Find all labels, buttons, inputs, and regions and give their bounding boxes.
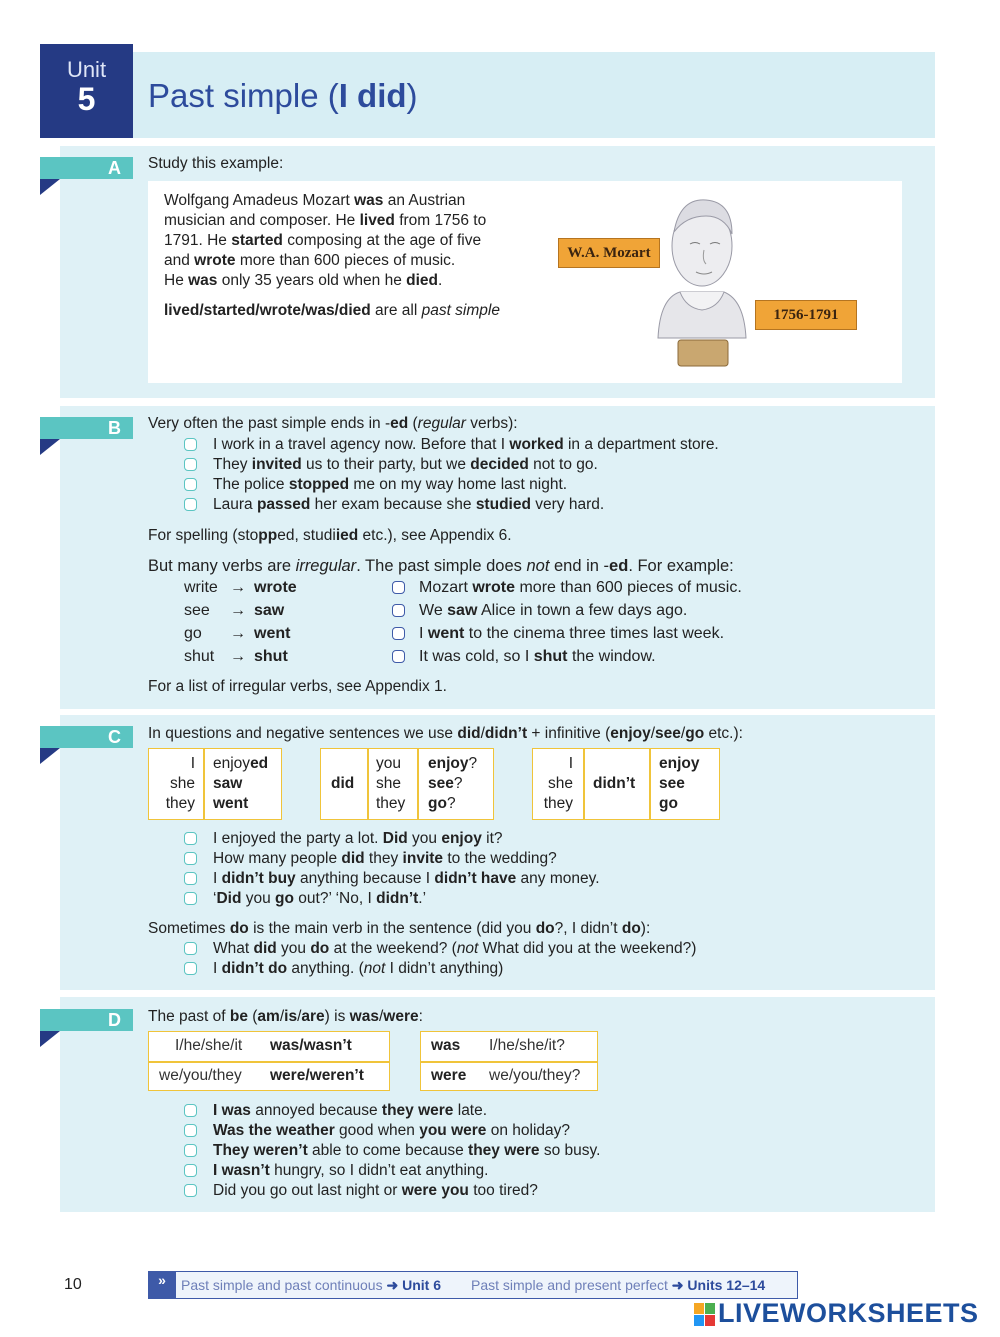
mozart-line: and wrote more than 600 pieces of music. [164, 252, 456, 269]
regular-examples [184, 435, 719, 515]
table-cell: you [376, 755, 401, 772]
table-cell: was/wasn’t [270, 1037, 352, 1054]
irregular-row: go → went I went to the cinema three times last week. [184, 625, 725, 642]
unit-number: 5 [77, 81, 96, 117]
tab-fold [40, 439, 60, 455]
bullet-icon [392, 627, 405, 640]
do-examples [184, 939, 696, 979]
bullet-icon [184, 1104, 197, 1117]
table-cell: they [376, 795, 406, 812]
section-c-intro: In questions and negative sentences we use did/didn’t + infinitive (enjoy/see/go etc.): [148, 725, 743, 742]
page-number: 10 [64, 1276, 82, 1293]
past-simple-summary: lived/started/wrote/was/died are all past simple [164, 302, 500, 319]
table-cell: did [331, 775, 355, 792]
cross-reference-link-unit-6[interactable]: Past simple and past continuous ➜ Unit 6 [181, 1277, 441, 1293]
section-b-tab: B [40, 417, 133, 439]
liveworksheets-logo-icon [694, 1303, 716, 1327]
table-cell: she [548, 775, 573, 792]
list-item: Laura passed her exam because she studied very hard. [184, 495, 719, 515]
unit-badge [40, 44, 133, 138]
list-item: I work in a travel agency now. Before that I worked in a department store. [184, 435, 719, 455]
double-chevron-icon: » [148, 1271, 176, 1299]
list-item: ‘Did you go out?’ ‘No, I didn’t.’ [184, 889, 600, 909]
mozart-bust-illustration [640, 188, 760, 374]
list-item: Did you go out last night or were you too tired? [184, 1181, 600, 1201]
tab-fold [40, 748, 60, 764]
list-item: I didn’t do anything. (not I didn’t anything) [184, 959, 696, 979]
list-item: How many people did they invite to the wedding? [184, 849, 600, 869]
bullet-icon [184, 852, 197, 865]
table-cell: enjoy [659, 755, 700, 772]
table-cell: enjoyed [213, 755, 269, 772]
section-d-tab: D [40, 1009, 133, 1031]
unit-label: Unit [66, 57, 107, 82]
mozart-dates-label: 1756-1791 [755, 300, 857, 330]
irregular-intro: But many verbs are irregular. The past simple does not end in -ed. For example: [148, 557, 734, 575]
mozart-text [164, 191, 500, 321]
list-item: They invited us to their party, but we decided not to go. [184, 455, 719, 475]
irregular-row: write → wrote Mozart wrote more than 600 pieces of music. [184, 579, 742, 596]
liveworksheets-brand: LIVEWORKSHEETS [718, 1298, 979, 1328]
list-item: I was annoyed because they were late. [184, 1101, 600, 1121]
table-cell: they [165, 795, 195, 812]
table-cell: didn’t [593, 775, 636, 792]
table-cell: enjoy? [428, 755, 478, 772]
list-item: Was the weather good when you were on holiday? [184, 1121, 600, 1141]
bullet-icon [184, 1184, 197, 1197]
table-cell: were/weren’t [270, 1067, 364, 1084]
tab-fold [40, 179, 60, 195]
bullet-icon [392, 604, 405, 617]
mozart-line: musician and composer. He lived from 1756 to [164, 212, 487, 229]
mozart-line: Wolfgang Amadeus Mozart was an Austrian [164, 192, 466, 209]
bullet-icon [184, 892, 197, 905]
negative-table [532, 748, 720, 820]
bullet-icon [184, 962, 197, 975]
table-cell: I/he/she/it? [489, 1037, 565, 1054]
be-question-table [420, 1031, 598, 1091]
mozart-name-label: W.A. Mozart [558, 238, 660, 268]
table-cell: we/you/they [159, 1067, 242, 1084]
be-examples [184, 1101, 600, 1201]
bullet-icon [392, 581, 405, 594]
mozart-line: 1791. He started composing at the age of five [164, 232, 482, 249]
table-cell: she [170, 775, 195, 792]
section-b-intro: Very often the past simple ends in -ed (regular verbs): [148, 415, 518, 432]
section-a-intro: Study this example: [148, 155, 284, 172]
be-table [148, 1031, 390, 1091]
irregular-row: shut → shut It was cold, so I shut the window. [184, 648, 656, 665]
table-cell: I [568, 755, 573, 772]
bullet-icon [184, 1144, 197, 1157]
list-item: The police stopped me on my way home last night. [184, 475, 719, 495]
list-item: They weren’t able to come because they were so busy. [184, 1141, 600, 1161]
question-examples [184, 829, 600, 909]
irregular-row: see → saw We saw Alice in town a few days ago. [184, 602, 688, 619]
bullet-icon [184, 478, 197, 491]
section-c-tab: C [40, 726, 133, 748]
list-item: I didn’t buy anything because I didn’t have any money. [184, 869, 600, 889]
cross-reference-link-units-12-14[interactable]: Past simple and present perfect ➜ Units 12–14 [471, 1277, 766, 1293]
mozart-line: He was only 35 years old when he died. [164, 272, 443, 289]
bullet-icon [184, 942, 197, 955]
table-cell: they [543, 795, 573, 812]
bullet-icon [184, 438, 197, 451]
bullet-icon [184, 458, 197, 471]
section-a-tab: A [40, 157, 133, 179]
question-table [320, 748, 494, 820]
affirmative-table [148, 748, 282, 820]
section-d-intro: The past of be (am/is/are) is was/were: [148, 1008, 423, 1025]
bullet-icon [184, 832, 197, 845]
table-cell: saw [213, 775, 243, 792]
table-cell: I/he/she/it [175, 1037, 243, 1054]
bullet-icon [184, 498, 197, 511]
bullet-icon [184, 1164, 197, 1177]
table-cell: go? [428, 795, 456, 812]
list-item: I enjoyed the party a lot. Did you enjoy it? [184, 829, 600, 849]
table-cell: see [659, 775, 685, 792]
bullet-icon [184, 872, 197, 885]
bullet-icon [392, 650, 405, 663]
irregular-verbs [184, 578, 742, 670]
list-item: I wasn’t hungry, so I didn’t eat anything. [184, 1161, 600, 1181]
table-cell: was [431, 1037, 461, 1054]
spelling-note: For spelling (stopped, studiied etc.), see Appendix 6. [148, 527, 512, 544]
bullet-icon [184, 1124, 197, 1137]
irregular-list-note: For a list of irregular verbs, see Appendix 1. [148, 678, 447, 695]
tab-fold [40, 1031, 60, 1047]
table-cell: she [376, 775, 401, 792]
do-main-verb-intro: Sometimes do is the main verb in the sentence (did you do?, I didn’t do): [148, 920, 651, 937]
page-title: Past simple (I did) [148, 77, 418, 114]
table-cell: went [213, 795, 249, 812]
table-cell: go [659, 795, 678, 812]
table-cell: we/you/they? [489, 1067, 581, 1084]
table-cell: I [190, 755, 195, 772]
table-cell: were [431, 1067, 467, 1084]
list-item: What did you do at the weekend? (not What did you at the weekend?) [184, 939, 696, 959]
table-cell: see? [428, 775, 463, 792]
